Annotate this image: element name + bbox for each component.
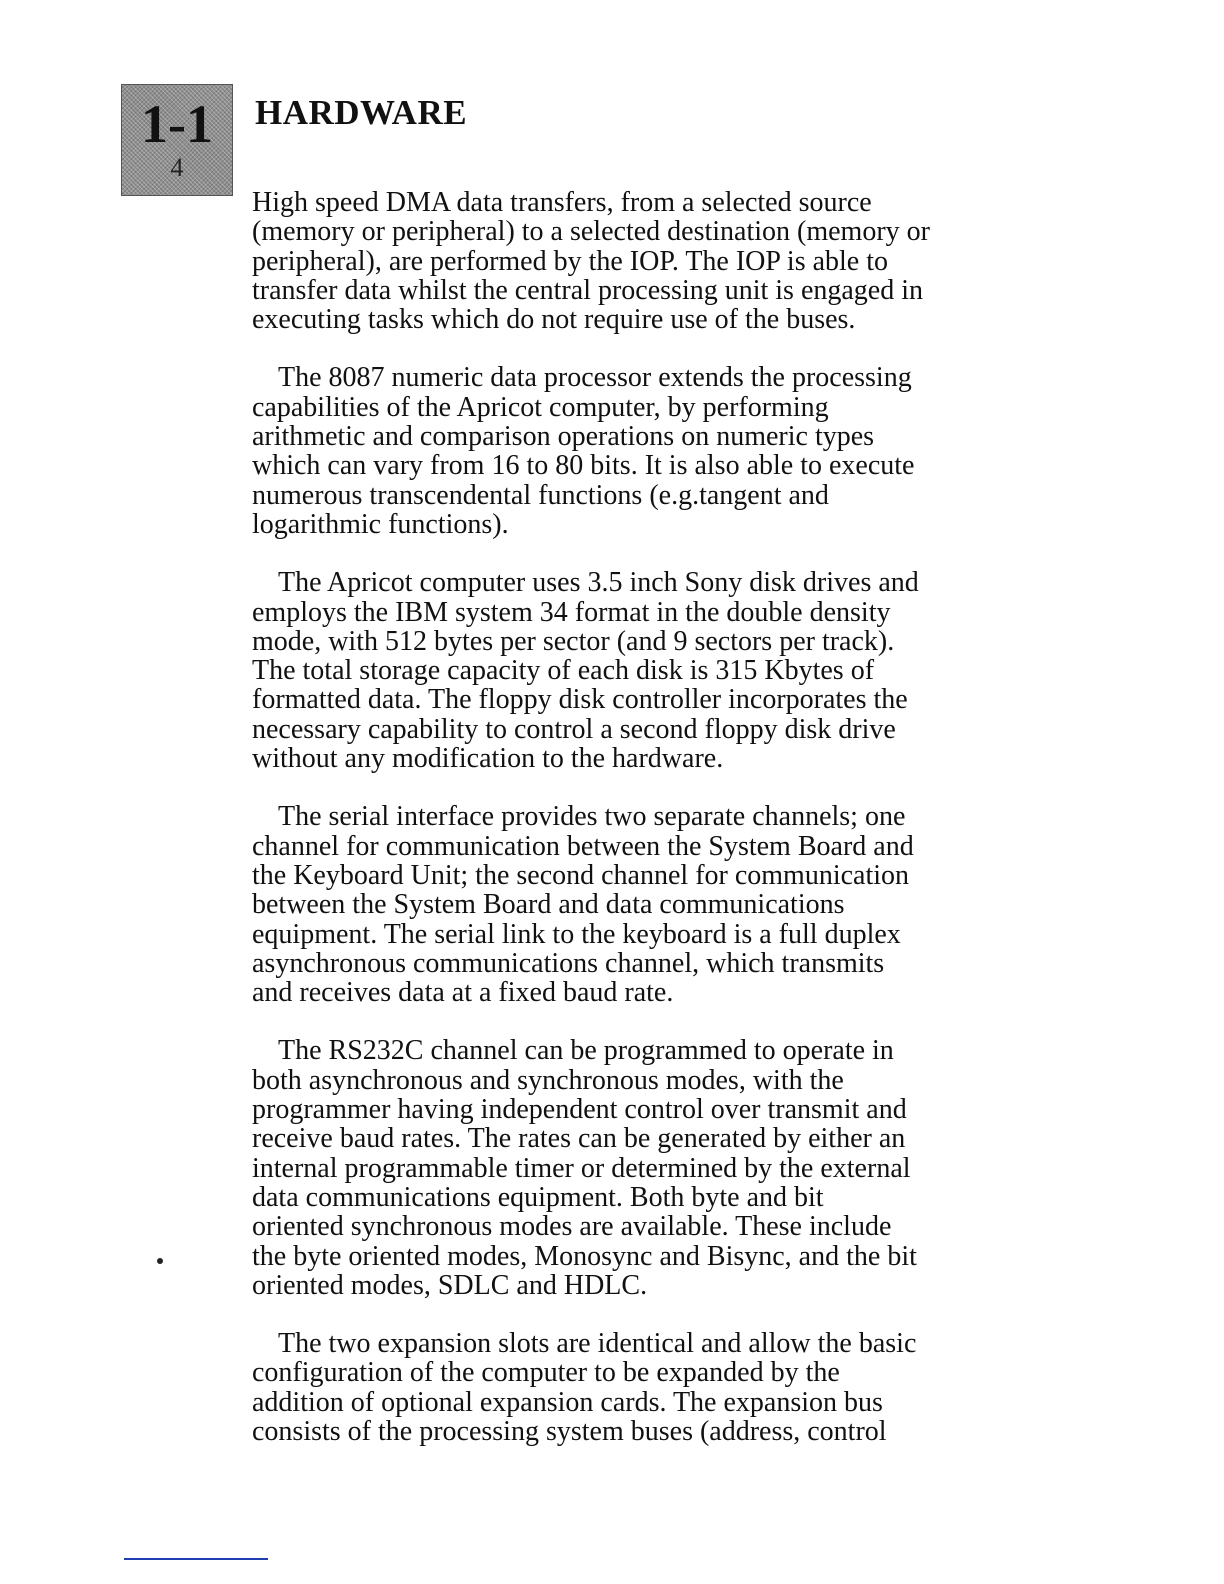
text-line: mode, with 512 bytes per sector (and 9 sectors per track). bbox=[252, 625, 895, 657]
paragraph bbox=[252, 1036, 1012, 1300]
text-line: The Apricot computer uses 3.5 inch Sony disk drives and bbox=[278, 567, 919, 599]
text-line: configuration of the computer to be expanded by the bbox=[252, 1357, 840, 1389]
text-line: and receives data at a fixed baud rate. bbox=[252, 977, 674, 1009]
text-line: receive baud rates. The rates can be generated by either an bbox=[252, 1123, 906, 1155]
text-line: transfer data whilst the central processing unit is engaged in bbox=[252, 274, 924, 306]
section-number: 1-1 bbox=[141, 94, 213, 154]
text-line: necessary capability to control a second floppy disk drive bbox=[252, 713, 896, 745]
text-line: data communications equipment. Both byte and bit bbox=[252, 1181, 824, 1213]
text-line: the byte oriented modes, Monosync and Bisync, and the bit bbox=[252, 1240, 917, 1272]
text-line: oriented modes, SDLC and HDLC. bbox=[252, 1269, 648, 1301]
text-line: consists of the processing system buses (address, control bbox=[252, 1415, 887, 1447]
section-badge bbox=[121, 84, 233, 196]
footnote-rule bbox=[124, 1558, 268, 1560]
text-line: The two expansion slots are identical and allow the basic bbox=[278, 1328, 917, 1360]
text-line: arithmetic and comparison operations on numeric types bbox=[252, 421, 875, 453]
paragraph bbox=[252, 1329, 1012, 1446]
paragraph bbox=[252, 802, 1012, 1007]
text-line: asynchronous communications channel, which transmits bbox=[252, 947, 885, 979]
text-line: The total storage capacity of each disk is 315 Kbytes of bbox=[252, 655, 875, 687]
text-line: without any modification to the hardware. bbox=[252, 743, 724, 775]
body-text bbox=[252, 188, 1012, 1475]
paragraph bbox=[252, 188, 1012, 334]
text-line: The RS232C channel can be programmed to operate in bbox=[278, 1035, 894, 1067]
text-line: employs the IBM system 34 format in the double density bbox=[252, 596, 891, 628]
text-line: addition of optional expansion cards. The expansion bus bbox=[252, 1386, 883, 1418]
text-line: The 8087 numeric data processor extends the processing bbox=[278, 362, 912, 394]
paragraph bbox=[252, 363, 1012, 539]
text-line: between the System Board and data communications bbox=[252, 889, 845, 921]
margin-dot bbox=[157, 1258, 163, 1264]
text-line: capabilities of the Apricot computer, by performing bbox=[252, 391, 829, 423]
text-line: the Keyboard Unit; the second channel for communication bbox=[252, 859, 910, 891]
text-line: numerous transcendental functions (e.g.tangent and bbox=[252, 479, 829, 511]
text-line: peripheral), are performed by the IOP. The IOP is able to bbox=[252, 245, 889, 277]
text-line: channel for communication between the System Board and bbox=[252, 830, 914, 862]
page-number: 4 bbox=[170, 153, 184, 182]
text-line: formatted data. The floppy disk controller incorporates the bbox=[252, 684, 908, 716]
text-line: The serial interface provides two separate channels; one bbox=[278, 801, 906, 833]
text-line: logarithmic functions). bbox=[252, 508, 509, 540]
text-line: executing tasks which do not require use of the buses. bbox=[252, 304, 856, 336]
text-line: both asynchronous and synchronous modes, with the bbox=[252, 1064, 844, 1096]
text-line: High speed DMA data transfers, from a selected source bbox=[252, 187, 872, 218]
page-title: HARDWARE bbox=[255, 93, 468, 132]
paragraph bbox=[252, 568, 1012, 773]
text-line: programmer having independent control over transmit and bbox=[252, 1094, 907, 1126]
text-line: oriented synchronous modes are available. These include bbox=[252, 1211, 892, 1243]
text-line: internal programmable timer or determined by the external bbox=[252, 1152, 911, 1184]
text-line: equipment. The serial link to the keyboard is a full duplex bbox=[252, 918, 901, 950]
text-line: (memory or peripheral) to a selected destination (memory or bbox=[252, 216, 930, 248]
text-line: which can vary from 16 to 80 bits. It is also able to execute bbox=[252, 450, 915, 482]
